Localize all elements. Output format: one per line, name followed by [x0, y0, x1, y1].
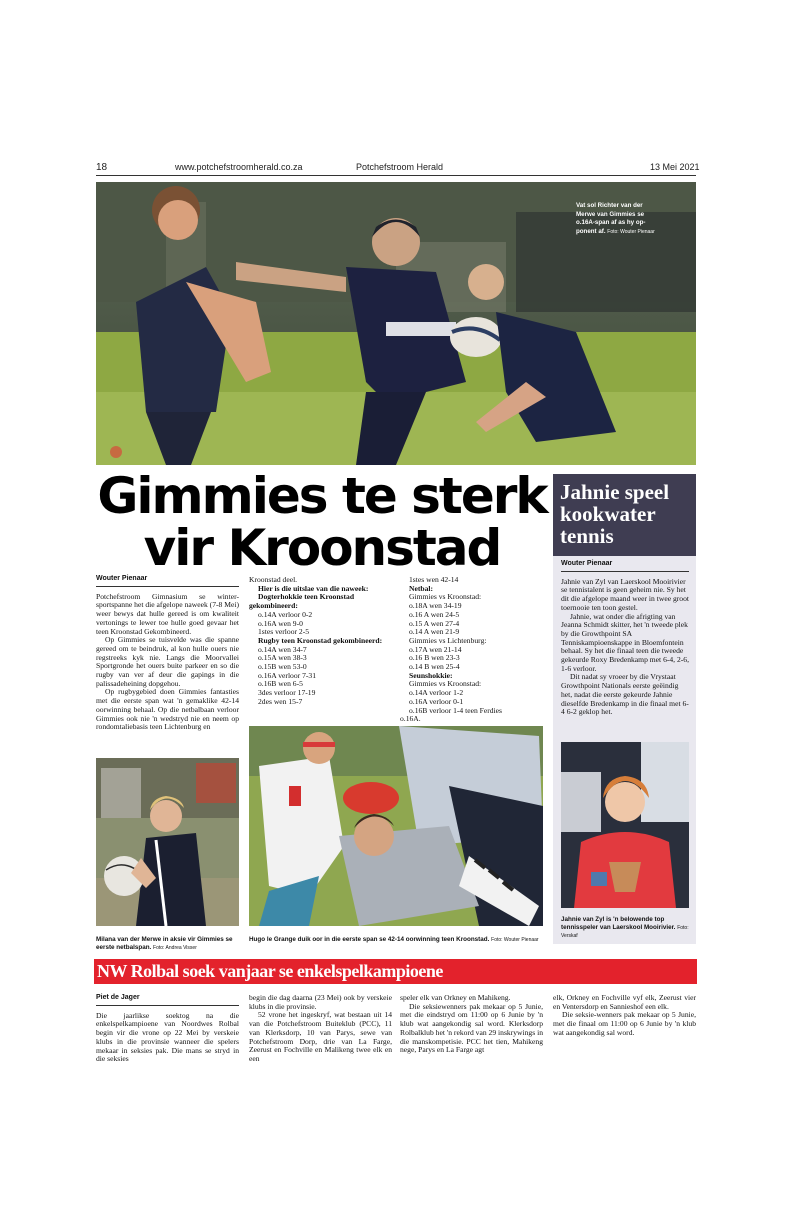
- rolbal-col1: [96, 994, 239, 1064]
- byline: Wouter Pienaar: [96, 575, 239, 587]
- result-line: o.14 A wen 21-9: [409, 627, 460, 637]
- byline: Wouter Pienaar: [561, 560, 689, 572]
- result-line: 2des wen 15-7: [258, 696, 303, 706]
- paragraph: Jahnie, wat onder die afrigting van Jeanna Schmidt skitter, het 'n tweede plek by die Growthpoint SA Tenniskampioenskappe in Bloemfontein behaal. Sy het die finaal teen die tweede gekeurde Roxy Bredenkamp met 6-4, 2-6, 1-6 verloor.: [561, 611, 690, 673]
- result-line: o.16 B wen 23-3: [409, 653, 460, 663]
- main-article-col1: [96, 575, 239, 732]
- result-line: o.16 A wen 24-5: [409, 609, 460, 619]
- caption-line: o.16A-span af as hy op-: [576, 219, 646, 226]
- sidebar-article: [561, 560, 689, 717]
- caption-line: ponent af.: [576, 227, 606, 235]
- result-line: o.18A wen 34-19: [409, 601, 462, 611]
- netball-illustration: [96, 758, 239, 926]
- jahnie-photo: [561, 742, 689, 908]
- headline-line: vir Kroonstad: [143, 519, 501, 577]
- result-line: o.16B wen 6-5: [258, 679, 303, 689]
- paragraph: Die seksiewenners pak mekaar op 5 Junie, met die eindstryd om 11:00 op 6 Junie by 'n klub wat aangekondig sal word. Klerksdorp Rolbalklub het 'n rekord van 29 inskrywings in die manskompetisie. PCC het tien, Mahikeng nege, Parys en La Farge agt: [400, 1001, 543, 1055]
- result-line: o.16A verloor 7-31: [258, 670, 316, 680]
- result-line: o.14A wen 34-7: [258, 644, 307, 654]
- sidebar-headline: [560, 481, 669, 547]
- result-line: o.17A wen 21-14: [409, 644, 462, 654]
- top-rugby-photo: [96, 182, 696, 465]
- paragraph: Potchefstroom Gimnasium se winter-sportspanne het die afgelope naweek (7-8 Mei) weer bewys dat hulle gereed is om kwaliteit vertonings te lewer toe hulle goed gevaar het teen Kroonstad Gekombineerd.: [96, 591, 239, 636]
- result-line: o.16A wen 9-0: [258, 618, 303, 628]
- page-number: 18: [96, 162, 108, 173]
- caption-text: Jahnie van Zyl is 'n belowende top tennisspeler van Laerskool Mooirivier.: [561, 916, 676, 931]
- paragraph: Dit nadat sy vroeer by die Vrystaat Growthpoint Nationals eerste geëindig het, nadat die eerste gekeurde Jahnie dieselfde Bredenkamp in die finaal met 6-4 6-2 geklop het.: [561, 672, 689, 717]
- rugby-photo2-caption: [249, 936, 545, 945]
- byline: Piet de Jager: [96, 994, 239, 1006]
- header-rule: [96, 175, 696, 176]
- result-line: o.16A verloor 0-1: [409, 696, 464, 706]
- result-line: o.15 A wen 27-4: [409, 618, 460, 628]
- result-line: o.15A wen 38-3: [258, 653, 307, 663]
- caption-text: Milana van der Merwe in aksie vir Gimmies se eerste netbalspan.: [96, 936, 233, 951]
- rolbal-col4: [553, 994, 696, 1038]
- result-line: 3des verloor 17-19: [258, 688, 316, 698]
- result-line: o.15B wen 53-0: [258, 662, 307, 672]
- result-line: Gimmies vs Lichtenburg:: [409, 635, 487, 645]
- results-heading: Dogterhokkie teen Kroonstad gekombineerd:: [249, 592, 355, 611]
- top-photo-caption: [576, 202, 668, 236]
- results-heading: Rugby teen Kroonstad gekombineerd:: [258, 635, 383, 645]
- result-line: o.14 B wen 25-4: [409, 662, 460, 672]
- photo-credit: Foto: Andrea Visser: [153, 944, 197, 951]
- netball-photo-caption: [96, 936, 241, 952]
- result-line: o.16A.: [400, 714, 421, 724]
- main-article-col3: [400, 576, 546, 724]
- result-line: o.14A verloor 0-2: [258, 609, 313, 619]
- paragraph: Die seksie-wenners pak mekaar op 5 Junie, met die finaal om 11:00 op 6 Junie by 'n klub wat aangekondig sal word.: [553, 1010, 696, 1037]
- result-line: 1stes verloor 2-5: [258, 627, 310, 637]
- paragraph: Jahnie van Zyl van Laerskool Mooirivier se tennistalent is geen geheim nie. Sy het dit die afgelope maand weer in twee groot toernooie ten toon gestel.: [561, 576, 689, 612]
- jahnie-photo-caption: [561, 916, 691, 941]
- photo-credit: Foto: Wouter Pienaar: [491, 937, 539, 943]
- headline-line: kookwater: [560, 502, 656, 526]
- website-url[interactable]: www.potchefstroomherald.co.za: [175, 162, 303, 172]
- result-line: Gimmies vs Kroonstad:: [409, 679, 482, 689]
- rolbal-banner: NW Rolbal soek vanjaar se enkelspelkampioene: [94, 959, 697, 984]
- rolbal-col3: [400, 994, 543, 1055]
- caption-line: Merwe van Gimmies se: [576, 210, 645, 218]
- tennis-player-illustration: [561, 742, 689, 908]
- paragraph: begin die dag daarna (23 Mei) ook by verskeie klubs in die provinsie.: [249, 993, 392, 1011]
- results-heading: Seunshokkie:: [409, 670, 453, 680]
- headline-line: tennis: [560, 524, 614, 548]
- main-headline: [92, 467, 552, 577]
- paragraph: elk, Orkney en Fochville vyf elk, Zeerust vier en Ventersdorp en Sannieshof een elk.: [553, 993, 696, 1011]
- issue-date: 13 Mei 2021: [650, 162, 700, 172]
- publication-name: Potchefstroom Herald: [356, 162, 444, 172]
- rugby-try-illustration: [249, 726, 543, 926]
- paragraph: 52 vrone het ingeskryf, wat bestaan uit 14 van die Potchefstroom Buiteklub (PCC), 11 van Klerksdorp, 10 van Parys, sewe van Potchefstroom Dorp, drie van La Farge, Zeerust en Fochville en Malikeng twee elk en een: [249, 1010, 392, 1063]
- sidebar-headline-box: [553, 474, 696, 556]
- headline-line: Jahnie speel: [560, 480, 670, 504]
- result-line: 1stes wen 42-14: [409, 575, 459, 584]
- results-lead: Hier is die uitslae van die naweek:: [258, 583, 369, 593]
- paragraph: Op Gimmies se tuisvelde was die spanne gereed om te beindruk, al kon hulle ouers nie regstreeks kyk nie. Langs die Moorvallei Sportgronde het ouers buite parkeer en so die rugby van ver af deur die gapings in die palissadeheining dopgehou.: [96, 635, 239, 688]
- netball-photo: [96, 758, 239, 926]
- paragraph: Die jaarlikse soektog na die enkelspelkampioene van Noordwes Rolbal begin vir die vrone op 22 Mei by verskeie klubs in die provinsie wanneer die spelers mekaar in seksies pak. Die mans se stryd in die seksies: [96, 1010, 239, 1064]
- paragraph: Op rugbygebied doen Gimmies fantasties met die eerste span wat 'n gemaklike 42-14 oorwinning behaal. Op die netbalbaan verloor Gimmies ook nie 'n wedstryd nie en neem op rondomtaliebasis teen Lichtenburg en: [96, 687, 239, 732]
- result-line: o.16B verloor 1-4 teen Ferdies: [409, 705, 503, 715]
- paragraph: speler elk van Orkney en Mahikeng.: [400, 993, 511, 1002]
- result-line: o.14A verloor 1-2: [409, 688, 464, 698]
- main-article-col2: [249, 576, 392, 707]
- result-line: Gimmies vs Kroonstad:: [409, 592, 482, 602]
- caption-line: Vat sol Richter van der: [576, 202, 643, 209]
- photo-credit: Foto: Verskaf: [561, 924, 689, 940]
- rolbal-col2: [249, 994, 392, 1064]
- headline-line: Gimmies te sterk: [97, 467, 547, 525]
- rugby-tryline-photo: [249, 726, 543, 926]
- paragraph: Kroonstad deel.: [249, 575, 298, 584]
- results-heading: Netbal:: [409, 583, 434, 593]
- caption-text: Hugo le Grange duik oor in die eerste span se 42-14 oorwinning teen Kroonstad.: [249, 936, 490, 943]
- photo-credit: Foto: Wouter Pienaar: [607, 228, 655, 235]
